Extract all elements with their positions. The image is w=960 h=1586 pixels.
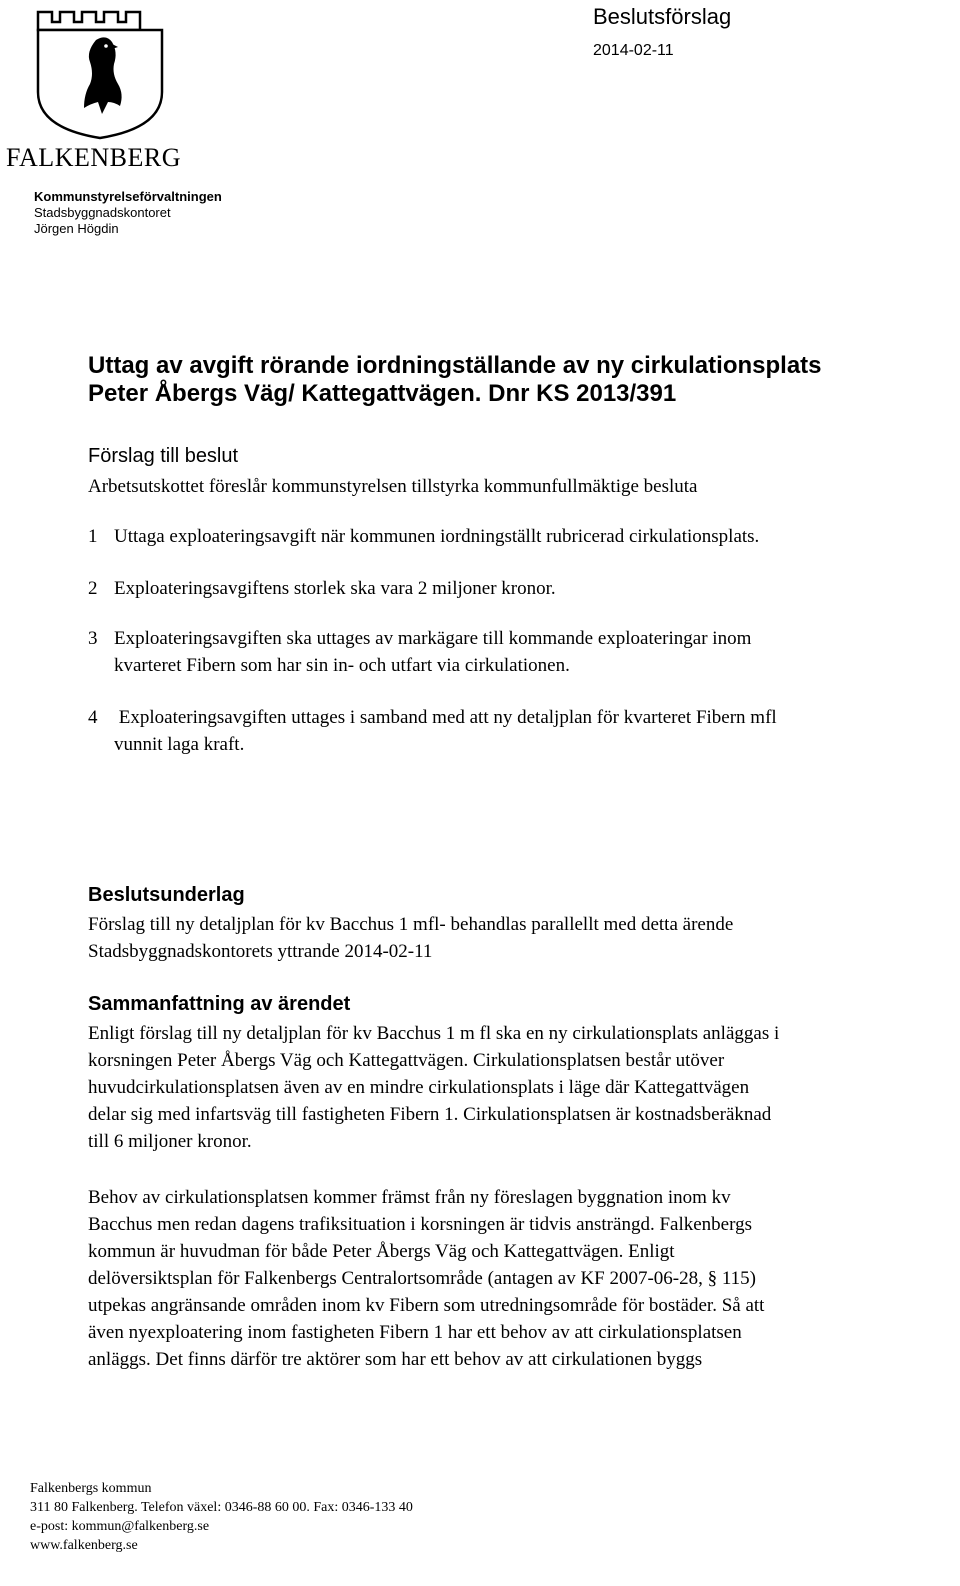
title-line-1: Uttag av avgift rörande iordningställande av ny cirkulationsplats [88, 352, 822, 379]
paragraph-line: delöversiktsplan för Falkenbergs Centralortsområde (antagen av KF 2007-06-28, § 115) [88, 1268, 757, 1289]
paragraph-line: till 6 miljoner kronor. [88, 1131, 252, 1152]
summary-paragraph-1 [88, 1020, 958, 1155]
basis-list [88, 911, 948, 965]
item-text: Exploateringsavgiften uttages i samband med att ny detaljplan för kvarteret Fibern mfl [114, 707, 777, 728]
paragraph-line: Behov av cirkulationsplatsen kommer främst från ny föreslagen byggnation inom kv [88, 1187, 731, 1208]
paragraph-line: huvudcirkulationsplatsen även av en mindre cirkulationsplats i läge där Kattegattvägen [88, 1077, 750, 1098]
document-type: Beslutsförslag [593, 4, 732, 29]
proposal-item [88, 704, 958, 758]
department: Stadsbyggnadskontoret [34, 205, 171, 220]
basis-line: Förslag till ny detaljplan för kv Bacchus 1 mfl- behandlas parallellt med detta ärende [88, 914, 734, 935]
proposal-item [88, 523, 948, 550]
footer-email[interactable]: e-post: kommun@falkenberg.se [30, 1519, 210, 1534]
basis-heading: Beslutsunderlag [88, 884, 245, 906]
paragraph-line: Enligt förslag till ny detaljplan för kv Bacchus 1 m fl ska en ny cirkulationsplats anläggas i [88, 1023, 780, 1044]
paragraph-line: kommun är huvudman för både Peter Åbergs Väg och Kattegattvägen. Enligt [88, 1241, 675, 1262]
title-line-2: Peter Åbergs Väg/ Kattegattvägen. Dnr KS 2013/391 [88, 380, 677, 407]
footer-contact [30, 1479, 413, 1555]
document-date: 2014-02-11 [593, 42, 674, 59]
proposal-item [88, 625, 948, 679]
item-number: 2 [88, 578, 98, 599]
org-name: Kommunstyrelseförvaltningen [34, 189, 222, 204]
proposal-item [88, 575, 948, 602]
item-number: 4 [88, 707, 98, 728]
proposal-heading: Förslag till beslut [88, 445, 239, 467]
author: Jörgen Högdin [34, 221, 119, 236]
summary-paragraph-2 [88, 1184, 958, 1373]
sender-block [34, 189, 222, 237]
item-number: 1 [88, 526, 98, 547]
item-text: vunnit laga kraft. [114, 734, 245, 755]
falcon-shield-icon [28, 6, 178, 141]
summary-heading: Sammanfattning av ärendet [88, 993, 351, 1015]
logo-wordmark: FALKENBERG [6, 143, 181, 172]
basis-line: Stadsbyggnadskontorets yttrande 2014-02-11 [88, 941, 433, 962]
item-text: Uttaga exploateringsavgift när kommunen iordningställt rubricerad cirkulationsplats. [114, 526, 760, 547]
item-text: Exploateringsavgiften ska uttages av markägare till kommande exploateringar inom [114, 628, 752, 649]
item-number: 3 [88, 628, 98, 649]
footer-org: Falkenbergs kommun [30, 1481, 152, 1496]
paragraph-line: utpekas angränsande områden inom kv Fibern som utredningsområde för bostäder. Så att [88, 1295, 765, 1316]
paragraph-line: även nyexploatering inom fastigheten Fibern 1 har ett behov av att cirkulationsplatsen [88, 1322, 742, 1343]
item-text: kvarteret Fibern som har sin in- och utfart via cirkulationen. [114, 655, 570, 676]
paragraph-line: anläggs. Det finns därför tre aktörer som har ett behov av att cirkulationen byggs [88, 1349, 703, 1370]
proposal-intro: Arbetsutskottet föreslår kommunstyrelsen tillstyrka kommunfullmäktige besluta [88, 476, 698, 497]
paragraph-line: delar sig med infartsväg till fastigheten Fibern 1. Cirkulationsplatsen är kostnadsberäknad [88, 1104, 772, 1125]
item-text: Exploateringsavgiftens storlek ska vara 2 miljoner kronor. [114, 578, 556, 599]
footer-address: 311 80 Falkenberg. Telefon växel: 0346-88 60 00. Fax: 0346-133 40 [30, 1500, 413, 1515]
document-title [88, 352, 948, 408]
paragraph-line: Bacchus men redan dagens trafiksituation i korsningen är tidvis ansträngd. Falkenbergs [88, 1214, 752, 1235]
paragraph-line: korsningen Peter Åbergs Väg och Kattegattvägen. Cirkulationsplatsen består utöver [88, 1050, 725, 1071]
footer-website[interactable]: www.falkenberg.se [30, 1538, 138, 1553]
